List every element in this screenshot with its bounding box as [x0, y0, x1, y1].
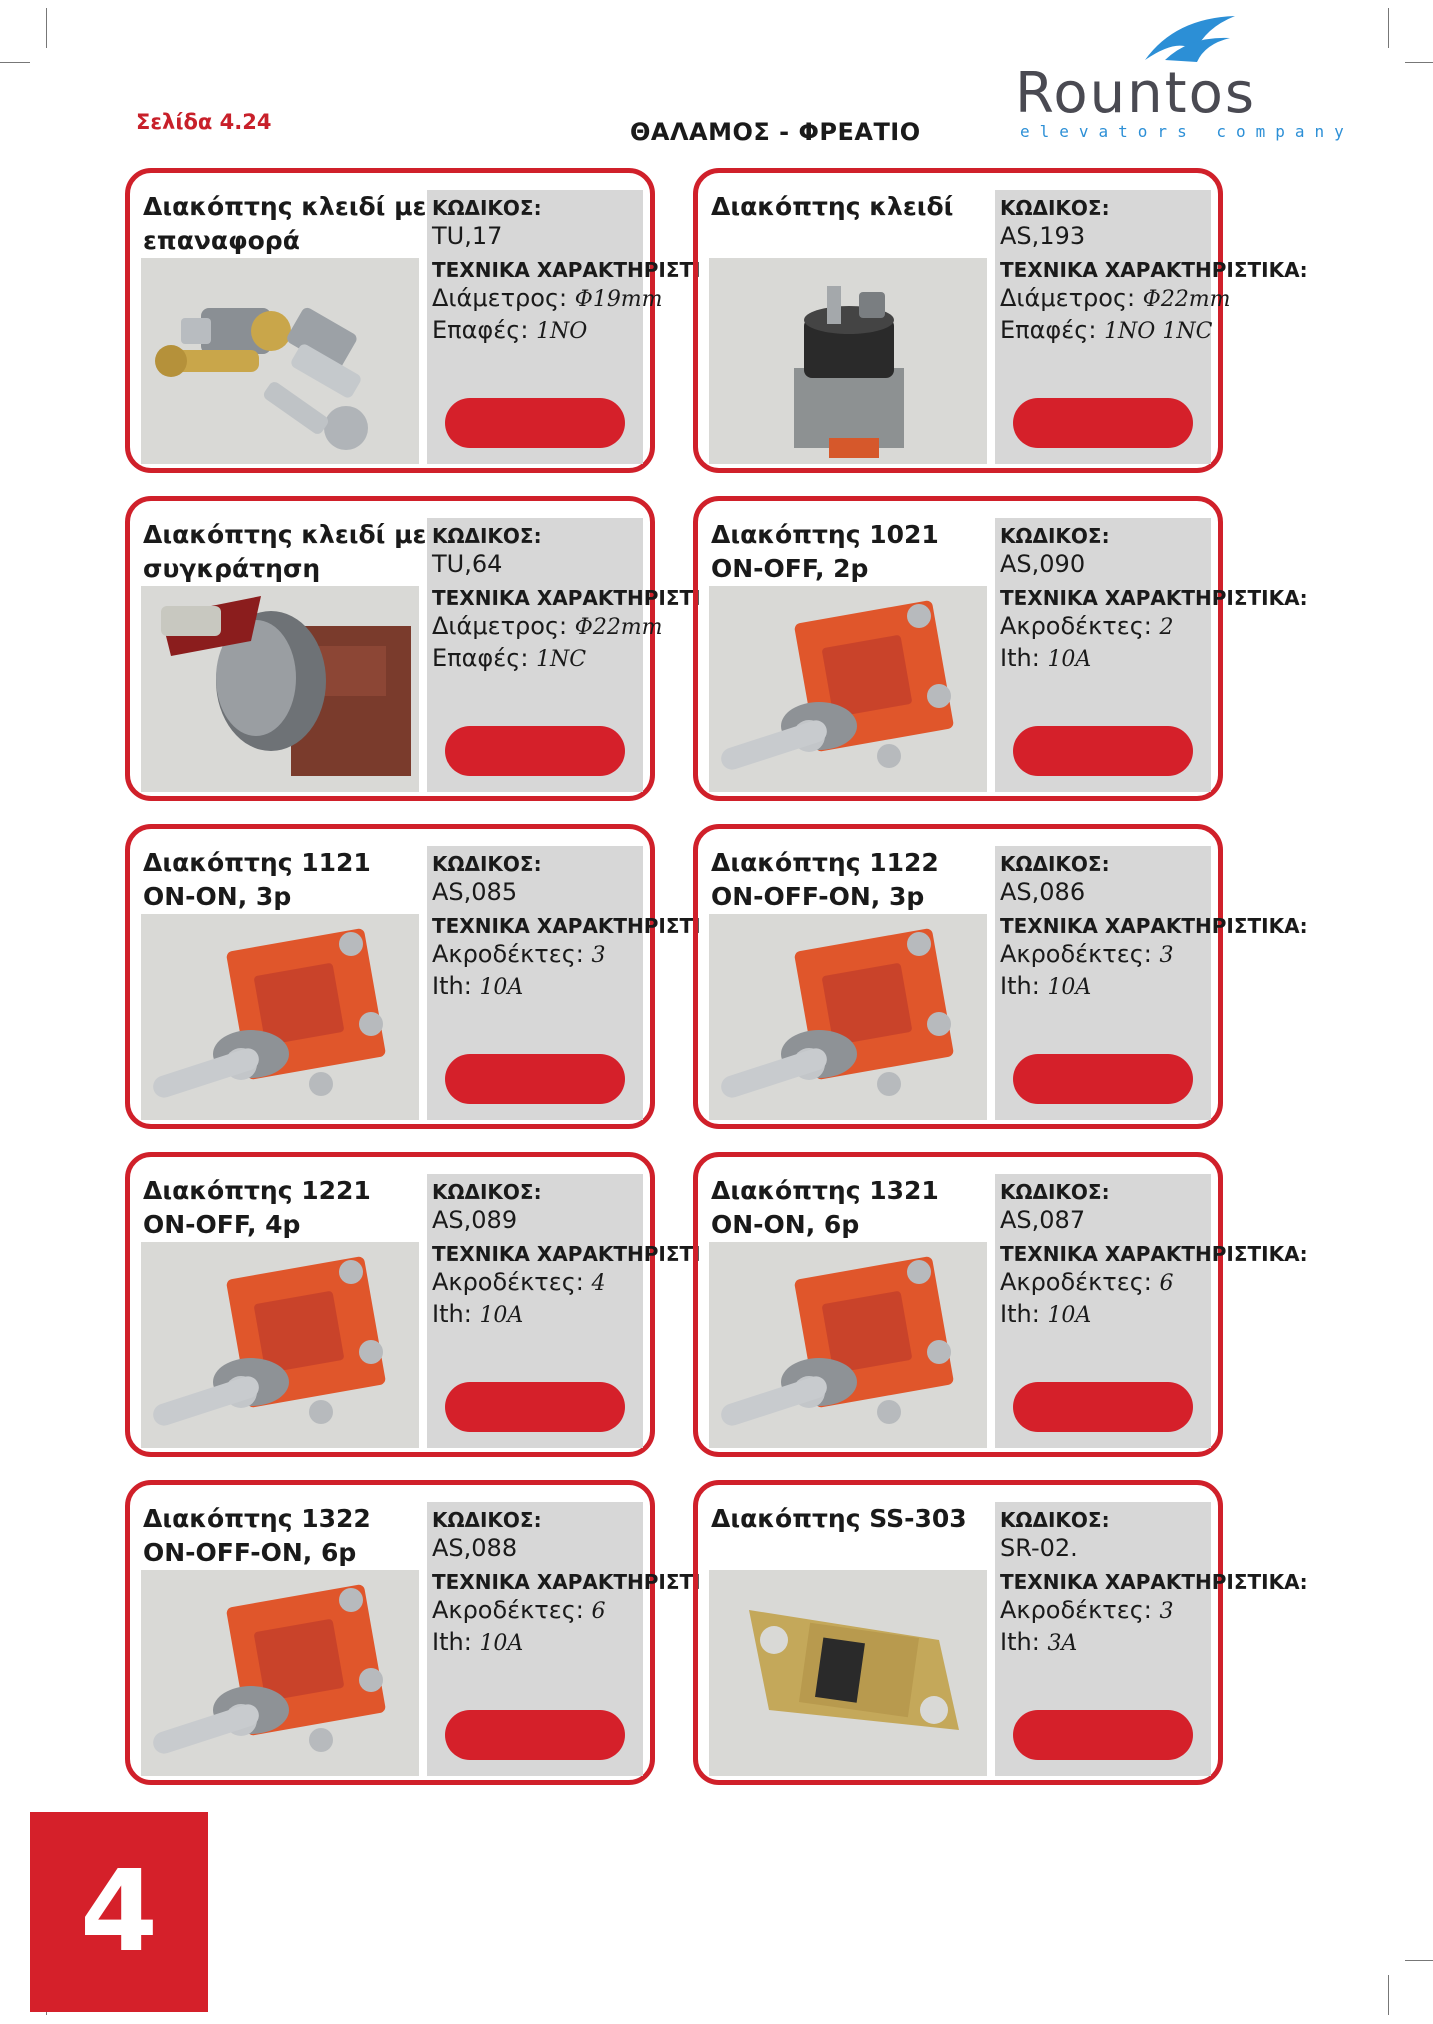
section-title: ΘΑΛΑΜΟΣ - ΦΡΕΑΤΙΟ [630, 118, 921, 146]
spec-line [432, 1627, 701, 1659]
product-title: Διακόπτης SS-303 [711, 1504, 967, 1533]
spec-value: 3 [1159, 943, 1174, 968]
tech-specs-label: ΤΕΧΝΙΚΑ ΧΑΡΑΚΤΗΡΙΣΤΙΚΑ: [1000, 914, 1308, 938]
spec-value: 1NC [536, 647, 587, 672]
product-action-button[interactable] [1013, 398, 1193, 448]
product-action-button[interactable] [1013, 1710, 1193, 1760]
spec-line [1000, 971, 1308, 1003]
spec-line [1000, 283, 1308, 315]
product-title: Διακόπτης 1221 ON-OFF, 4p [143, 1176, 371, 1239]
spec-line [432, 283, 701, 315]
spec-name: Επαφές: [432, 316, 529, 344]
product-details [432, 195, 701, 347]
spec-line [1000, 939, 1308, 971]
company-logo [1015, 8, 1385, 141]
spec-name: Ακροδέκτες: [1000, 1596, 1152, 1624]
toggle-switch-photo [709, 586, 987, 792]
spec-name: Ακροδέκτες: [432, 1268, 584, 1296]
spec-value: 10A [1047, 647, 1092, 672]
product-code: AS,088 [432, 1534, 518, 1562]
spec-value: 1NO 1NC [1104, 319, 1213, 344]
code-label: ΚΩΔΙΚΟΣ: [1000, 1180, 1110, 1204]
product-details [1000, 851, 1308, 1003]
code-label: ΚΩΔΙΚΟΣ: [432, 1180, 542, 1204]
tech-specs-label: ΤΕΧΝΙΚΑ ΧΑΡΑΚΤΗΡΙΣΤΙ [432, 586, 701, 610]
spec-value: 3A [1047, 1631, 1078, 1656]
spec-name: Ith: [1000, 1628, 1040, 1656]
spec-line [432, 611, 701, 643]
product-action-button[interactable] [445, 1054, 625, 1104]
page-label: Σελίδα 4.24 [136, 110, 272, 134]
toggle-switch-icon [141, 1570, 419, 1776]
spec-line [1000, 1267, 1308, 1299]
spec-value: 6 [591, 1599, 606, 1624]
product-details [1000, 1507, 1308, 1659]
product-action-button[interactable] [445, 1710, 625, 1760]
product-title: Διακόπτης 1321 ON-ON, 6p [711, 1176, 939, 1239]
spec-value: 10A [1047, 975, 1092, 1000]
toggle-switch-icon [709, 586, 987, 792]
spec-line [1000, 1595, 1308, 1627]
spec-line [432, 1595, 701, 1627]
spec-value: Φ22mm [574, 615, 663, 640]
product-code: AS,089 [432, 1206, 518, 1234]
product-details [1000, 523, 1308, 675]
spec-value: Φ22mm [1142, 287, 1231, 312]
code-label: ΚΩΔΙΚΟΣ: [1000, 1508, 1110, 1532]
spec-name: Διάμετρος: [432, 612, 568, 640]
toggle-switch-icon [141, 914, 419, 1120]
toggle-switch-icon [709, 914, 987, 1120]
product-code: AS,087 [1000, 1206, 1086, 1234]
spec-value: 10A [479, 1303, 524, 1328]
product-title: Διακόπτης κλειδί με συγκράτηση [143, 520, 427, 583]
spec-name: Ακροδέκτες: [1000, 940, 1152, 968]
product-title: Διακόπτης 1121 ON-ON, 3p [143, 848, 371, 911]
spec-line [432, 939, 701, 971]
spec-value: 1NO [536, 319, 588, 344]
code-label: ΚΩΔΙΚΟΣ: [1000, 852, 1110, 876]
product-action-button[interactable] [1013, 1382, 1193, 1432]
spec-name: Ith: [1000, 972, 1040, 1000]
toggle-switch-photo [709, 1242, 987, 1448]
product-action-button[interactable] [445, 398, 625, 448]
spec-line [1000, 315, 1308, 347]
spec-value: 2 [1159, 615, 1174, 640]
toggle-switch-icon [141, 1242, 419, 1448]
spec-name: Ith: [432, 1300, 472, 1328]
spec-value: 10A [1047, 1303, 1092, 1328]
code-label: ΚΩΔΙΚΟΣ: [1000, 196, 1110, 220]
spec-value: 6 [1159, 1271, 1174, 1296]
tech-specs-label: ΤΕΧΝΙΚΑ ΧΑΡΑΚΤΗΡΙΣΤΙ [432, 914, 701, 938]
spec-line [1000, 611, 1308, 643]
spec-line [1000, 643, 1308, 675]
spec-name: Ακροδέκτες: [432, 1596, 584, 1624]
crop-mark [46, 8, 47, 48]
key-selector-icon [141, 586, 419, 792]
product-details [1000, 195, 1308, 347]
tech-specs-label: ΤΕΧΝΙΚΑ ΧΑΡΑΚΤΗΡΙΣΤΙΚΑ: [1000, 586, 1308, 610]
tech-specs-label: ΤΕΧΝΙΚΑ ΧΑΡΑΚΤΗΡΙΣΤΙΚΑ: [1000, 258, 1308, 282]
product-code: AS,090 [1000, 550, 1086, 578]
spec-name: Ακροδέκτες: [1000, 1268, 1152, 1296]
toggle-switch-photo [141, 1242, 419, 1448]
spec-name: Επαφές: [432, 644, 529, 672]
product-title: Διακόπτης κλειδί με επαναφορά [143, 192, 427, 255]
product-action-button[interactable] [1013, 726, 1193, 776]
spec-value: 4 [591, 1271, 606, 1296]
key-switch-icon [709, 258, 987, 464]
toggle-switch-photo [141, 914, 419, 1120]
product-title: Διακόπτης 1122 ON-OFF-ON, 3p [711, 848, 939, 911]
tech-specs-label: ΤΕΧΝΙΚΑ ΧΑΡΑΚΤΗΡΙΣΤΙ [432, 1242, 701, 1266]
product-action-button[interactable] [445, 726, 625, 776]
product-code: SR-02. [1000, 1534, 1078, 1562]
spec-name: Ith: [1000, 644, 1040, 672]
spec-name: Ith: [432, 1628, 472, 1656]
spec-name: Ith: [1000, 1300, 1040, 1328]
spec-line [1000, 1627, 1308, 1659]
product-action-button[interactable] [1013, 1054, 1193, 1104]
product-title: Διακόπτης κλειδί [711, 192, 954, 221]
spec-name: Διάμετρος: [1000, 284, 1136, 312]
code-label: ΚΩΔΙΚΟΣ: [432, 852, 542, 876]
spec-name: Διάμετρος: [432, 284, 568, 312]
tech-specs-label: ΤΕΧΝΙΚΑ ΧΑΡΑΚΤΗΡΙΣΤΙ [432, 258, 701, 282]
code-label: ΚΩΔΙΚΟΣ: [432, 196, 542, 220]
key-switch-photo [709, 258, 987, 464]
spec-line [432, 1267, 701, 1299]
product-code: AS,193 [1000, 222, 1086, 250]
crop-mark [1405, 1960, 1433, 1961]
product-details [432, 1507, 701, 1659]
code-label: ΚΩΔΙΚΟΣ: [432, 524, 542, 548]
product-code: TU,64 [432, 550, 503, 578]
product-details [432, 1179, 701, 1331]
tech-specs-label: ΤΕΧΝΙΚΑ ΧΑΡΑΚΤΗΡΙΣΤΙ [432, 1570, 701, 1594]
spec-line [432, 315, 701, 347]
logo-swoosh-icon [1135, 8, 1245, 68]
product-code: AS,085 [432, 878, 518, 906]
crop-mark [0, 62, 30, 63]
key-lock-icon [141, 258, 419, 464]
product-details [1000, 1179, 1308, 1331]
key-lock-photo [141, 258, 419, 464]
key-selector-photo [141, 586, 419, 792]
slide-switch-photo [709, 1570, 987, 1776]
spec-value: Φ19mm [574, 287, 663, 312]
spec-line [432, 971, 701, 1003]
spec-name: Επαφές: [1000, 316, 1097, 344]
toggle-switch-photo [141, 1570, 419, 1776]
spec-value: 3 [591, 943, 606, 968]
toggle-switch-photo [709, 914, 987, 1120]
spec-name: Ith: [432, 972, 472, 1000]
logo-tagline: elevators company [1020, 122, 1354, 141]
spec-value: 10A [479, 1631, 524, 1656]
product-title: Διακόπτης 1021 ON-OFF, 2p [711, 520, 939, 583]
product-details [432, 523, 701, 675]
product-code: AS,086 [1000, 878, 1086, 906]
spec-value: 10A [479, 975, 524, 1000]
code-label: ΚΩΔΙΚΟΣ: [432, 1508, 542, 1532]
code-label: ΚΩΔΙΚΟΣ: [1000, 524, 1110, 548]
spec-line [1000, 1299, 1308, 1331]
slide-switch-icon [709, 1570, 987, 1776]
crop-mark [1388, 1975, 1389, 2015]
crop-mark [1388, 8, 1389, 48]
product-details [432, 851, 701, 1003]
chapter-badge: 4 [30, 1812, 208, 2012]
tech-specs-label: ΤΕΧΝΙΚΑ ΧΑΡΑΚΤΗΡΙΣΤΙΚΑ: [1000, 1570, 1308, 1594]
crop-mark [1405, 62, 1433, 63]
product-code: TU,17 [432, 222, 503, 250]
toggle-switch-icon [709, 1242, 987, 1448]
tech-specs-label: ΤΕΧΝΙΚΑ ΧΑΡΑΚΤΗΡΙΣΤΙΚΑ: [1000, 1242, 1308, 1266]
spec-line [432, 643, 701, 675]
product-action-button[interactable] [445, 1382, 625, 1432]
logo-wordmark: Rountos [1015, 61, 1257, 126]
spec-line [432, 1299, 701, 1331]
spec-name: Ακροδέκτες: [1000, 612, 1152, 640]
spec-name: Ακροδέκτες: [432, 940, 584, 968]
product-title: Διακόπτης 1322 ON-OFF-ON, 6p [143, 1504, 371, 1567]
spec-value: 3 [1159, 1599, 1174, 1624]
